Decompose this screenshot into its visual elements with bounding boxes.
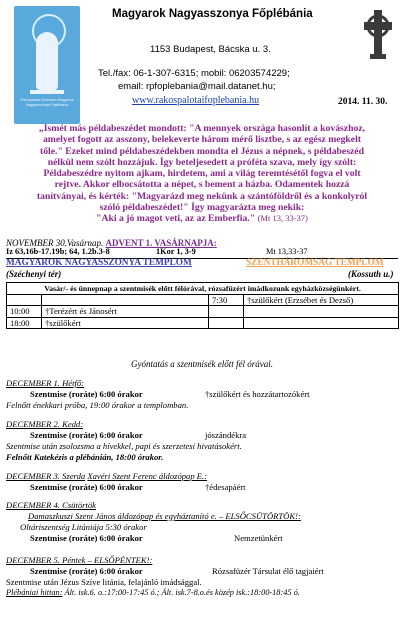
madonna-statue-icon — [36, 32, 58, 90]
parish-address: 1153 Budapest, Bácska u. 3. — [150, 44, 271, 55]
mass-time: Szentmise (roráte) 6:00 órakor — [30, 430, 143, 440]
logo-caption: Rákospalota-Kertváros Magyarok Nagyasszonya Főplébánia — [20, 98, 74, 107]
mass-intention: †szülőkért és hozzátartozókért — [205, 389, 310, 399]
day-saint: Damaszkuszi Szent János áldozópap és egyháztanító e. – ELSŐCSÜTÖRTÖK!: — [28, 511, 301, 521]
parish-phone: Tel./fax: 06-1-307-6315; mobil: 06203574229; — [98, 68, 290, 79]
church-name-trinity: SZENTHÁROMSÁG TEMPLOM — [246, 258, 384, 268]
mass-time: Szentmise (roráte) 6:00 órakor — [30, 566, 143, 576]
table-header: Vasár/- és ünnepnap a szentmisék előtt félórával, rózsafüzért imádkozunk egyházközségünkért. — [7, 283, 399, 295]
catechesis-schedule: Plébániai hittan: Ált. isk.6. o.:17:00-17:45 ó.; Ált. isk.7-8.o.és közép isk.:18:00-18:45 ó. — [6, 588, 300, 597]
mass-intention: Rózsafüzér Társulat élő tagjaiért — [212, 566, 324, 576]
table-row: 7:30 †szülőkért (Erzsébet és Dezső) — [7, 294, 399, 306]
day-title: DECEMBER 5. Péntek – ELSŐPÉNTEK!: — [6, 555, 153, 565]
day-note: Felnőtt Katekézis a plébánián, 18:00 órakor. — [6, 452, 164, 462]
day-note: Szentmise után zsolozsma a hívekkel, papi és szerzetesi hivatásokért. — [6, 441, 242, 451]
bulletin-date: 2014. 11. 30. — [338, 97, 388, 107]
sunday-heading: NOVEMBER 30.Vasárnap. ADVENT 1. VASÁRNAPJA: — [6, 238, 217, 248]
mass-time: Szentmise (roráte) 6:00 órakor — [30, 389, 143, 399]
parish-email: email: rpfoplebania@mail.datanet.hu; — [118, 81, 276, 92]
church-name-main: MAGYAROK NAGYASSZONYA TEMPLOM — [6, 258, 192, 268]
parish-website-link[interactable]: www.rakospalotaifoplebania.hu — [132, 95, 260, 106]
mass-intention: †édesapáért — [205, 482, 246, 492]
church-location-main: (Széchenyi tér) — [6, 269, 62, 279]
mass-time: Szentmise (roráte) 6:00 órakor — [30, 482, 143, 492]
litany-time: Oltáriszentség Litániája 5:30 órakor — [20, 522, 147, 532]
day-title: DECEMBER 3. Szerda Xavéri Szent Ferenc áldozópap E.: — [6, 471, 208, 481]
day-title: DECEMBER 4. Csütörtök — [6, 500, 96, 510]
sunday-highlight: ADVENT 1. VASÁRNAPJA: — [105, 238, 217, 248]
mass-intention: jószándékra — [205, 430, 247, 440]
mass-time: Szentmise (roráte) 6:00 órakor — [30, 533, 143, 543]
confession-note: Gyóntatás a szentmisék előtt fél órával. — [131, 359, 273, 369]
church-location-trinity: (Kossuth u.) — [348, 269, 394, 279]
parish-logo — [14, 6, 80, 124]
table-row: 10:00 †Terézért és Jánosért — [7, 306, 399, 318]
mass-intention: Nemzetünkért — [234, 533, 283, 543]
celtic-cross-icon — [360, 8, 396, 60]
day-title: DECEMBER 2. Kedd: — [6, 419, 84, 429]
quote-reference: (Mt 13, 33-37) — [257, 213, 308, 224]
gospel-quote: „Ismét más példabeszédet mondott: "A mennyek országa hasonlít a kovászhoz, amelyet fogott az asszony, belekeverte három mérő lisztbe, s az egész megkelt tőle." Ezeket mind példabeszédekben mondta el Jézus a népnek, s példabeszéd nélkül nem szólt hozzájuk. Így beteljesedett a próféta szava, mely így szólt: Példabeszédre nyitom ajkam, hirdetem, ami a világ teremtésétől fogva el volt rejtve. Akkor elbocsátotta a népet, s bement a házba. Odamentek hozzá tanítványai, és kérték: "Magyarázd meg nekünk a szántóföldről és a konkolyról szóló példabeszédet!" Így magyarázta meg nekik: "Aki a jó magot veti, az az Emberfia." (Mt 13, 33-37) — [36, 123, 368, 225]
mass-schedule-table — [6, 282, 399, 329]
day-title: DECEMBER 1. Hétfő: — [6, 378, 85, 388]
table-row: 18:00 †szülőkért — [7, 317, 399, 329]
day-note: Felnőtt énekkari próba, 19:00 órakor a templomban. — [6, 400, 189, 410]
day-note: Szentmise után Jézus Szíve litánia, felajánló imádsággal. — [6, 577, 202, 587]
sunday-readings: Iz 63,16b-17.19b; 64, 1.2b.3-8 1Kor 1, 3-9 Mt 13,33-37 — [6, 247, 398, 259]
parish-title: Magyarok Nagyasszonya Főplébánia — [112, 8, 313, 20]
